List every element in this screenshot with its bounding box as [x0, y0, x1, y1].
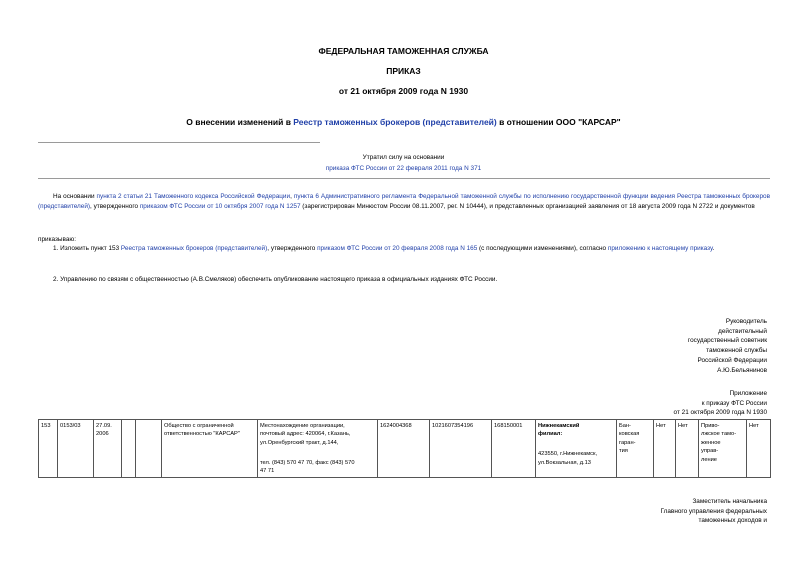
customs-1: Приво- — [701, 423, 720, 429]
cell-kpp: 168150001 — [492, 420, 536, 478]
cell-guarantee — [617, 420, 654, 478]
item-2: 2. Управлению по связям с общественностью (А.В.Смеляков) обеспечить опубликование настоящего приказа в официальных изданиях ФТС России. — [53, 276, 498, 283]
sign-line-2: действительный — [718, 327, 767, 335]
sign-line-5: Российской Федерации — [697, 356, 767, 364]
item1-text-2: , утвержденного — [267, 245, 318, 252]
sign-line-1: Руководитель — [725, 318, 767, 325]
item1-text-3: (с последующими изменениями), согласно — [477, 245, 608, 252]
status-note: Утратил силу на основании — [362, 154, 445, 161]
cell-date — [94, 420, 122, 478]
preamble-text-3: , утвержденного — [90, 203, 140, 210]
preamble-text-2: , — [290, 193, 294, 200]
footer-sign-3: таможенных доходов и — [698, 517, 767, 525]
doc-type: ПРИКАЗ — [386, 66, 421, 76]
cell-inn: 1624004368 — [378, 420, 430, 478]
footer-sign-1: Заместитель начальника — [692, 498, 767, 505]
appendix-block — [674, 389, 767, 418]
footer-signature — [661, 497, 767, 526]
title-registry-link[interactable]: Реестр таможенных брокеров (представителей) — [293, 117, 497, 127]
sign-line-6: А.Ю.Бельянинов — [717, 366, 767, 374]
doc-title — [0, 117, 807, 127]
sign-line-4: таможенной службы — [706, 347, 767, 355]
registry-table — [38, 419, 771, 478]
preamble — [38, 192, 770, 212]
address-2: почтовый адрес: 420064, г.Казань, — [260, 431, 351, 438]
cell-address — [258, 420, 378, 478]
cell-number: 153 — [39, 420, 58, 478]
footer-sign-2: Главного управления федеральных — [660, 507, 767, 515]
order-1257-link[interactable]: приказом ФТС России от 10 октября 2007 года N 1257 — [139, 203, 301, 210]
cell-no-1: Нет — [654, 420, 676, 478]
cell-no-3: Нет — [747, 420, 771, 478]
cell-ogrn: 1021607354196 — [430, 420, 492, 478]
address-3: ул.Оренбургский тракт, д.144, — [260, 439, 339, 446]
doc-date-number: от 21 октября 2009 года N 1930 — [338, 86, 469, 96]
guarantee-4: тия — [619, 448, 628, 455]
cell-no-2: Нет — [676, 420, 699, 478]
branch-address-2: ул.Вокзальная, д.13 — [538, 459, 591, 466]
guarantee-3: гаран- — [619, 439, 636, 446]
item1-text-1: 1. Изложить пункт 153 — [53, 245, 121, 252]
item1-registry-link[interactable]: Реестра таможенных брокеров (представителей) — [120, 245, 268, 252]
guarantee-2: ковская — [619, 431, 640, 438]
table-row — [39, 420, 771, 478]
divider-top — [38, 142, 320, 143]
order-word: приказываю: — [38, 236, 76, 243]
preamble-text-4: (зарегистрирован Минюстом России 08.11.2007, рег. N 10444), и представленных организацией заявления от 18 августа 2009 года N 2722 и документов — [300, 203, 755, 210]
customs-5: ление — [701, 456, 717, 463]
agency-title: ФЕДЕРАЛЬНАЯ ТАМОЖЕННАЯ СЛУЖБА — [318, 46, 489, 56]
address-1: Местонахождение организации, — [260, 423, 345, 429]
customs-2: лжское тамо- — [701, 431, 737, 438]
item-1 — [38, 244, 770, 254]
cell-empty-1 — [122, 420, 136, 478]
order-165-link[interactable]: приказом ФТС России от 20 февраля 2008 года N 165 — [317, 245, 478, 252]
cell-org-name — [162, 420, 258, 478]
sign-line-3: государственный советник — [687, 337, 767, 345]
org-name-1: Общество с ограниченной — [164, 423, 234, 429]
appendix-line-2: к приказу ФТС России — [701, 399, 767, 407]
branch-name-2: филиал: — [538, 431, 563, 438]
repeal-order-link[interactable]: приказа ФТС России от 22 февраля 2011 года N 371 — [325, 165, 482, 172]
signature-block — [688, 317, 767, 375]
appendix-line-1: Приложение — [729, 390, 767, 397]
preamble-text-1: На основании — [53, 193, 97, 200]
branch-address-1: 423550, г.Нижнекамск, — [538, 451, 598, 458]
title-suffix: в отношении ООО "КАРСАР" — [496, 117, 621, 127]
customs-code-link[interactable]: пункта 2 статьи 21 Таможенного кодекса Российской Федерации — [96, 193, 291, 200]
date-part-2: 2006 — [96, 431, 109, 438]
branch-name-1: Нижнекамский — [538, 423, 580, 429]
date-part-1: 27.09. — [96, 423, 112, 429]
status-link-line — [0, 164, 807, 174]
cell-branch — [536, 420, 617, 478]
divider-bottom — [38, 178, 770, 179]
customs-4: управ- — [701, 448, 719, 455]
org-name-2: ответственностью "КАРСАР" — [164, 431, 240, 438]
appendix-link[interactable]: приложению к настоящему приказу — [607, 245, 713, 252]
customs-3: женное — [701, 439, 721, 446]
address-phone: тел. (843) 570 47 70, факс (843) 570 — [260, 459, 355, 466]
cell-customs — [699, 420, 747, 478]
address-phone-2: 47 71 — [260, 468, 275, 475]
item1-text-4: . — [712, 245, 715, 252]
guarantee-1: Бан- — [619, 423, 631, 429]
cell-reg-number: 0153/03 — [58, 420, 94, 478]
appendix-line-3: от 21 октября 2009 года N 1930 — [673, 409, 767, 417]
cell-empty-2 — [136, 420, 162, 478]
title-prefix: О внесении изменений в — [186, 117, 294, 127]
admin-regulation-link[interactable]: пункта 6 Административного регламента Федеральной таможенной службы по исполнению государственной функции ведения Реестра таможенных брокеров (представителей) — [38, 193, 770, 210]
